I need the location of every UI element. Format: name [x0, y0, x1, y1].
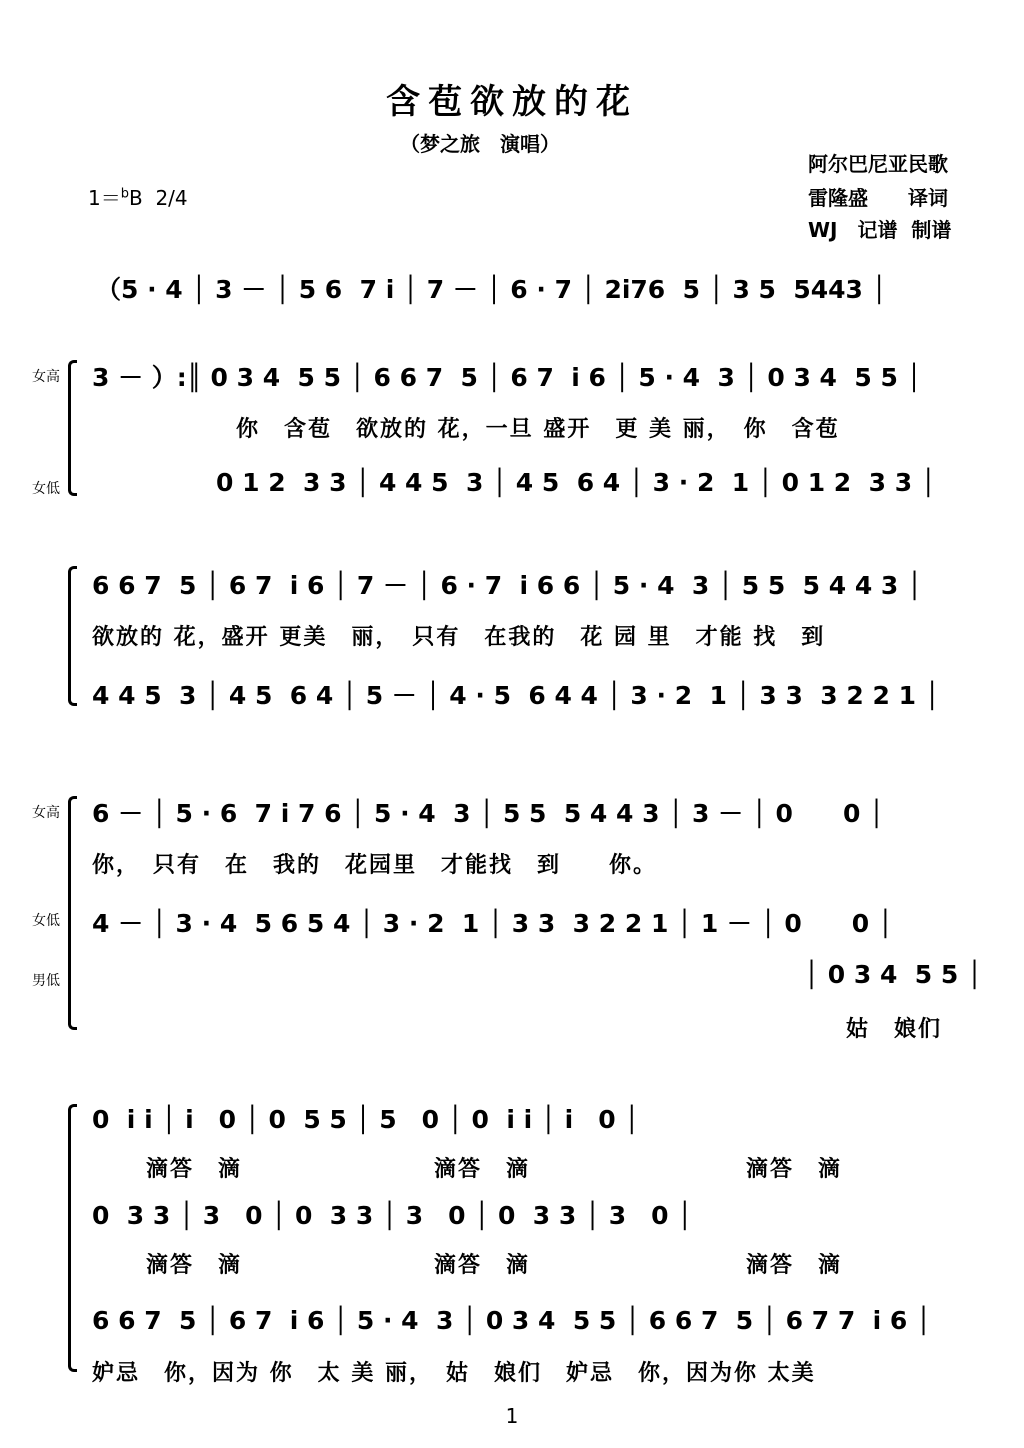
voice-label-alto: 女低 — [32, 481, 60, 497]
translator-credit: 雷隆盛 译词 — [808, 186, 948, 210]
origin-credit: 阿尔巴尼亚民歌 — [808, 152, 948, 176]
system-brace — [68, 566, 77, 706]
voice-label-soprano: 女高 — [32, 369, 60, 385]
key-prefix: 1＝ — [88, 186, 121, 210]
system3-soprano: 6 － │ 5 · 6 7 i 7 6 │ 5 · 4 3 │ 5 5 5 4 4 3 │ 3 － │ 0 0 │ — [92, 799, 885, 828]
key-signature — [88, 182, 188, 211]
system4-soprano-lyrics: 滴答 滴 滴答 滴 滴答 滴 — [146, 1157, 843, 1182]
performer-subtitle: （梦之旅 演唱） — [400, 132, 560, 156]
notation-credit: WJ 记谱 制谱 — [808, 218, 952, 242]
key-note: B — [129, 186, 143, 210]
voice-label-soprano: 女高 — [32, 805, 60, 821]
system1-soprano: 3 － ）:║ 0 3 4 5 5 │ 6 6 7 5 │ 6 7 i 6 │ 5 · 4 3 │ 0 3 4 5 5 │ — [92, 363, 922, 392]
song-title: 含苞欲放的花 — [386, 82, 638, 122]
voice-label-alto: 女低 — [32, 913, 60, 929]
voice-label-bass: 男低 — [32, 973, 60, 989]
page-number: 1 — [505, 1404, 519, 1428]
time-signature: 2/4 — [155, 186, 188, 210]
system-brace — [68, 360, 77, 496]
system-brace — [68, 796, 77, 1030]
system3-alto: 4 － │ 3 · 4 5 6 5 4 │ 3 · 2 1 │ 3 3 3 2 2 1 │ 1 － │ 0 0 │ — [92, 909, 893, 938]
system2-alto: 4 4 5 3 │ 4 5 6 4 │ 5 － │ 4 · 5 6 4 4 │ 3 · 2 1 │ 3 3 3 2 2 1 │ — [92, 681, 940, 710]
system4-bass-lyrics: 妒忌 你，因为 你 太 美 丽， 姑 娘们 妒忌 你，因为你 太美 — [92, 1361, 816, 1386]
intro-line: （5 · 4 │ 3 － │ 5 6 7 i │ 7 － │ 6 · 7 │ 2i76 5 │ 3 5 5443 │ — [96, 275, 887, 304]
system3-bass: │ 0 3 4 5 5 │ — [804, 960, 983, 989]
system4-bass: 6 6 7 5 │ 6 7 i 6 │ 5 · 4 3 │ 0 3 4 5 5 │ 6 6 7 5 │ 6 7 7 i 6 │ — [92, 1306, 932, 1335]
system3-lyrics: 你， 只有 在 我的 花园里 才能找 到 你。 — [92, 853, 658, 878]
system4-alto: 0 3 3 │ 3 0 │ 0 3 3 │ 3 0 │ 0 3 3 │ 3 0 │ — [92, 1201, 693, 1230]
system1-lyrics: 你 含苞 欲放的 花，一旦 盛开 更 美 丽， 你 含苞 — [236, 417, 840, 442]
system3-bass-lyrics: 姑 娘们 — [846, 1017, 943, 1042]
system2-lyrics: 欲放的 花，盛开 更美 丽， 只有 在我的 花 园 里 才能 找 到 — [92, 625, 826, 650]
system-brace — [68, 1104, 77, 1372]
system4-alto-lyrics: 滴答 滴 滴答 滴 滴答 滴 — [146, 1253, 843, 1278]
flat-sign: b — [120, 186, 129, 202]
system4-soprano: 0 i i │ i 0 │ 0 5 5 │ 5 0 │ 0 i i │ i 0 │ — [92, 1105, 640, 1134]
system2-soprano: 6 6 7 5 │ 6 7 i 6 │ 7 － │ 6 · 7 i 6 6 │ 5 · 4 3 │ 5 5 5 4 4 3 │ — [92, 571, 923, 600]
system1-alto: 0 1 2 3 3 │ 4 4 5 3 │ 4 5 6 4 │ 3 · 2 1 │ 0 1 2 3 3 │ — [216, 468, 936, 497]
